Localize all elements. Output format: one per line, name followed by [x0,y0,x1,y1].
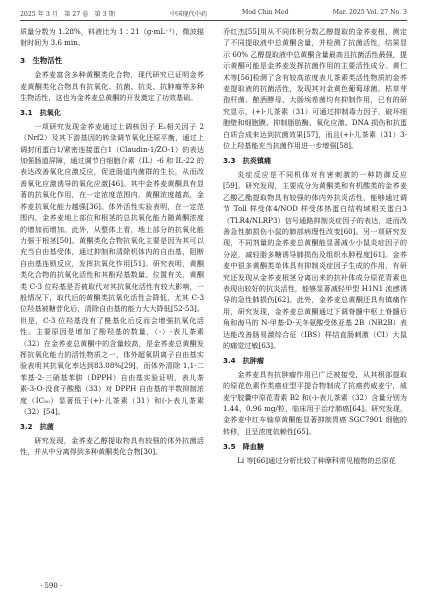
subsection-heading-hypoglycemic: 3.5 降血糖 [223,442,264,452]
paragraph-hypoglycemic: Li 等[66]通过分析比较了种摩科常见植物的总原花 [237,455,396,465]
running-header [20,8,407,21]
header-volume: Mar. 2025 Vol. 27 No. 3 [332,9,407,16]
right-column [223,26,407,574]
subsection-heading-anti-inflammatory: 3.3 抗炎镇痛 [223,156,272,166]
paragraph-antitumor: 金荞麦具有抗肿瘤作用已广泛被接受，从其根部提取的原花色素作类癌症型平提合物制成了抗癌药威麦宁，威麦宁胶囊中原花青素 B2 和(-)-表儿茶素（32）含量分别为 1.44、0.96 mg/粒，临床用于治疗肺癌[64]。研究发现，金荞麦中红车轴草黄酮能显著抑制胃癌 SGC7901 细胞的转移，且呈浓度依赖性[65]。 [223,369,407,436]
subsection-heading-antitumor: 3.4 抗肿瘤 [223,356,264,366]
paragraph-anti-inflammatory: 炎症反应是不同机体对有害刺激的一种防御反应[59]。研究发现，主要成分为黄酮类和有机酸类的金荞麦乙酸乙酯提取物具有较强的体内外抗炎活性，能够通过调节 Toll 样受体4/NOD 样受体热蛋白结构域相关蛋白3（TLR4/NLRP3）信号通路抑制炎症因子的表达，进而改善急性肺损伤小鼠的肺部病理性改变[60]。另一项研究发现，不同剂量的金荞麦总黄酮能显著减少小鼠炎症因子的分泌，减轻脂多糖诱导肺损伤及组织水肿程度[61]。金荞麦中很多黄酮类单体具有抑制炎症因子生成的作用，有研究还发现从金荞麦根茎分离出来的抗补体成分原花青素也表现出较好的抗炎活性，能够显著减轻甲型 H1N1 流感诱导的急性肺损伤[62]。此外，金荞麦总黄酮还具有镇痛作用，研究发现，金荞麦总黄酮通过下调脊髓中枢上脊髓后角和海马的 N-甲基-D-天冬氨酸受体亚基 2B（NR2B）表达能改善肠易激综合征（IBS）样结直肠刺激（CI）大鼠的痛觉过敏[63]。 [223,169,407,350]
header-journal-cn: 中国现代中药 [170,11,208,18]
subsection-heading-antioxidant: 3.1 抗氧化 [20,108,61,118]
paragraph-antibacterial: 研究发现，金荞麦乙醇提取物具有较强的体外抗菌活性，并从中分离得到多种黄酮类化合物[30]。 [20,435,204,457]
header-issue: 2025 年 3 月 第 27 卷 第 3 期 [20,11,115,18]
paragraph-extraction-params: 质量分数为 1.28%，料液比为 1∶21（g·mL⁻¹），微波辐射时间为 3.6 min。 [20,27,204,48]
left-column [20,26,204,574]
subsection-heading-antibacterial: 3.2 抗菌 [20,422,54,432]
section-heading-bioactivity: 3 生物活性 [20,55,63,65]
paragraph-bioactivity-intro: 金荞麦富含多种黄酮类化合物，现代研究已证明金荞麦黄酮类化合物具有抗氧化、抗菌、抗炎、抗肿瘤等多种生物活性，这也为金荞麦总黄酮的开发奠定了功效基础。 [20,70,204,103]
paragraph-antibacterial-continued: 乔红杰[55]用从不同体积分数乙醇提取的金荞麦根，测定了不同提取液中总黄酮含量，并检测了抗菌活性，结果显示 60% 乙醇提取液中总黄酮含量最高且抗菌活性最强，提示黄酮可能是金荞麦发挥抗菌作用的主要活性成分。黄仁术等[56]检测了含有较高浓度表儿茶素类活性物质的金荞麦提取液的抗菌活性，发现其对金黄色葡萄球菌、枯草芽孢杆菌、酿酒酵母、大肠埃希菌均有抑制作用，已有的研究显示，(+)-儿茶素（31）可通过抑制毒力因子，破坏细胞壁和细胞膜、抑制脂肪酶、氧化应激、DNA 损伤和抗蛋白质合成来达到抗菌效果[57]，而且(+)-儿茶素（31）3-位上羟基能充当抗菌作用进一步增强[58]。 [223,27,407,151]
paragraph-antioxidant: 一项研究发现金荞麦通过上调核因子 E₂相关因子 2（Nrf2）及其下游基因的转录调节氧化还原平衡，通过上调封闭蛋白1/紧密连接蛋白1（Claudin-1/ZO-1）的表达加强肠道屏障，通过调节白细胞介素（IL）-6 和 IL-22 的表达改善氧化应激反应，促进肠道内菌群的生长，从而改善氧化应激诱导的氧化应激[46]。其中金荞麦黄酮具有显著的抗氧化作用，在一定浓度范围内，黄酮浓度越高，金荞麦抗氧化能力越强[36]。体外活性实验表明，在一定范围内，金荞麦地上部位和根茎的总抗氧化能力随黄酮浓度的增加而增加。此外，从整体上看，地上部分的抗氧化能力强于根茎[50]。黄酮类化合物抗氧化主要是因为其可以充当自由基受体，通过抑制和清除机体内的自由基，阻断自由基连锁反应，发挥抗氧化作用[51]。研究表明，黄酮类化合物的抗氧化活性和其酚羟基数量、位置有关，黄酮类 C-3 位羟基是否被取代对其抗氧化活性有较大影响，一般情况下，取代后的黄酮类抗氧化活性会降低，尤其 C-3 位羟基被糖苷化后，清除自由基的能力大大降低[52-53]。但是，C-3 位羟基没有了酰基化后反而会增强抗氧化活性。主要原因是增加了酚羟基的数量，（-）-表儿茶素（32）在金荞麦总黄酮中的含量较高，是金荞麦总黄酮发挥抗氧化能力的活性物质之一，体外超氧阴离子自由基实验表明其抗氧化率达到83.08%[29]，而体外清除 1,1-二苯基-2-三硝基苯肼（DPPH）自由基实验证明，表儿茶素-3-O-没食子酸酯（33）对 DPPH 自由基的半数抑制浓度（IC₅₀）显著低于(+)-儿茶素（31）和(-)-表儿茶素（32）[54]。 [20,121,204,416]
page-number: · 590 · [40,582,63,590]
header-journal-en: Mod Chin Med [242,9,289,16]
